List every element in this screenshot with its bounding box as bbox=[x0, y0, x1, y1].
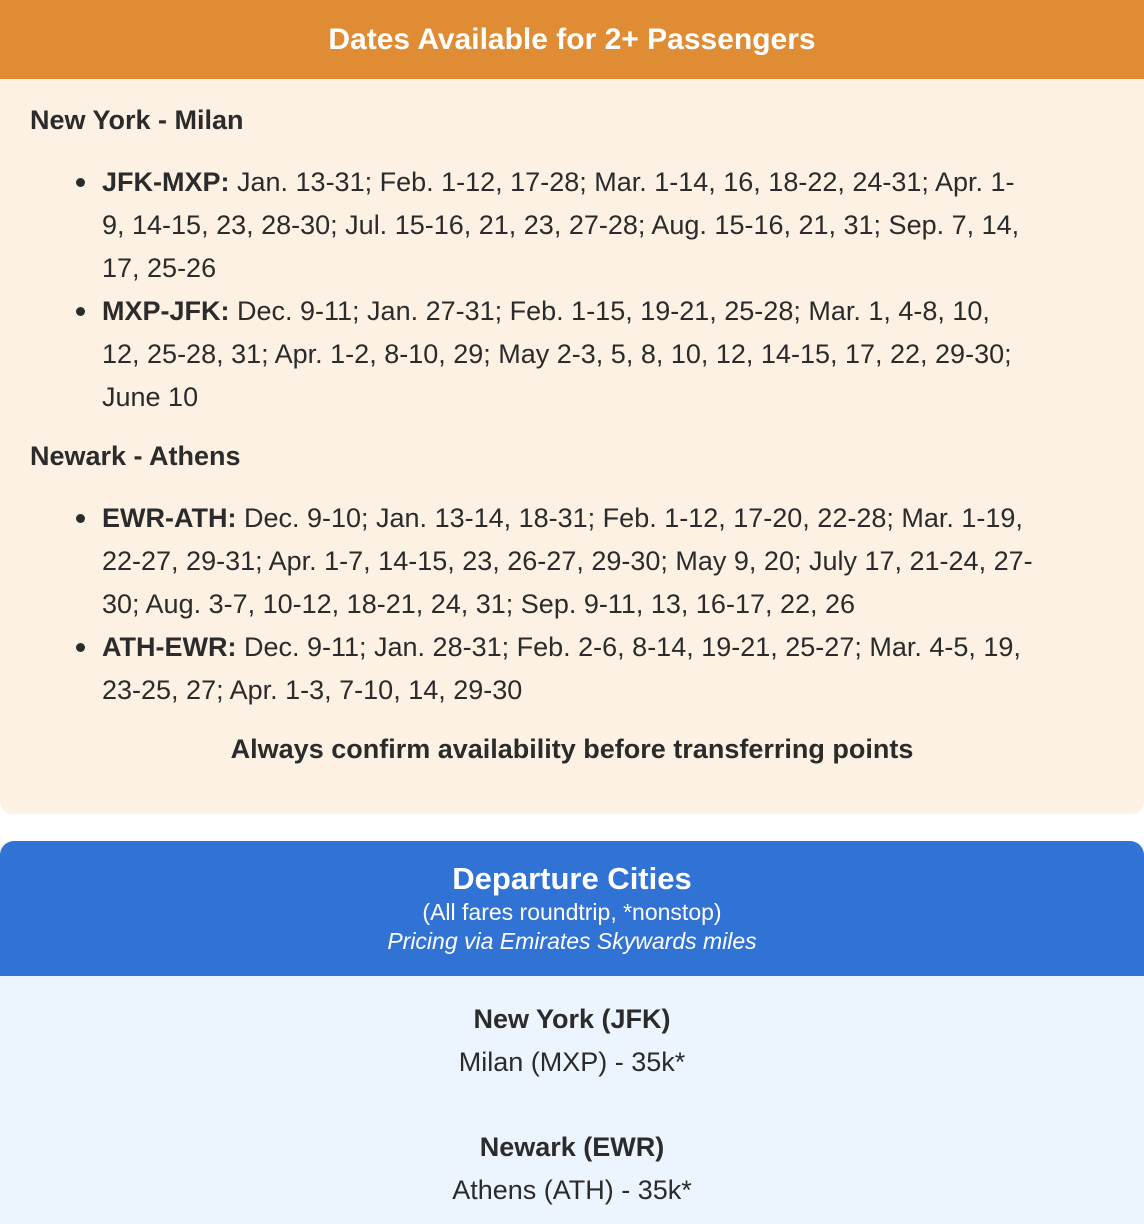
city-name: New York (JFK) bbox=[473, 1004, 671, 1034]
section-title-new-york-milan: New York - Milan bbox=[30, 105, 244, 135]
bullet-icon bbox=[76, 307, 85, 316]
city-block-ewr bbox=[0, 1127, 1144, 1213]
fares-subtitle: (All fares roundtrip, *nonstop) bbox=[422, 899, 722, 925]
city-destination: Athens (ATH) - 35k* bbox=[452, 1175, 692, 1205]
bullet-icon bbox=[76, 178, 85, 187]
section-title-newark-athens: Newark - Athens bbox=[30, 441, 241, 471]
route-dates-line1: Dec. 9-11; Jan. 27-31; Feb. 1-15, 19-21, 25-28; Mar. 1, 4-8, 10, bbox=[237, 296, 990, 326]
route-code: ATH-EWR: bbox=[102, 632, 244, 662]
pricing-note: Pricing via Emirates Skywards miles bbox=[387, 928, 757, 954]
route-code: MXP-JFK: bbox=[102, 296, 237, 326]
route-code: EWR-ATH: bbox=[102, 503, 244, 533]
route-item-mxp-jfk bbox=[102, 290, 1094, 419]
city-destination: Milan (MXP) - 35k* bbox=[458, 1047, 686, 1077]
departure-cities-body bbox=[0, 976, 1144, 1213]
route-dates-line3: 30; Aug. 3-7, 10-12, 18-21, 24, 31; Sep. 9-11, 13, 16-17, 22, 26 bbox=[102, 589, 856, 619]
route-dates-line2: 23-25, 27; Apr. 1-3, 7-10, 14, 29-30 bbox=[102, 675, 523, 705]
route-item-ewr-ath bbox=[102, 497, 1094, 626]
route-dates-line3: June 10 bbox=[102, 382, 199, 412]
departure-cities-header bbox=[0, 841, 1144, 976]
city-name: Newark (EWR) bbox=[479, 1132, 665, 1162]
availability-body bbox=[0, 79, 1144, 766]
route-dates-line1: Dec. 9-11; Jan. 28-31; Feb. 2-6, 8-14, 19-21, 25-27; Mar. 4-5, 19, bbox=[243, 632, 1021, 662]
route-item-ath-ewr bbox=[102, 626, 1094, 712]
route-dates-line2: 12, 25-28, 31; Apr. 1-2, 8-10, 29; May 2-3, 5, 8, 10, 12, 14-15, 17, 22, 29-30; bbox=[102, 339, 1012, 369]
bullet-icon bbox=[76, 514, 85, 523]
route-item-jfk-mxp bbox=[102, 161, 1094, 290]
availability-header: Dates Available for 2+ Passengers bbox=[0, 0, 1144, 79]
route-dates-line2: 22-27, 29-31; Apr. 1-7, 14-15, 23, 26-27, 29-30; May 9, 20; July 17, 21-24, 27- bbox=[102, 546, 1033, 576]
route-dates-line3: 17, 25-26 bbox=[102, 253, 217, 283]
route-code: JFK-MXP: bbox=[102, 167, 237, 197]
departure-cities-card bbox=[0, 841, 1144, 1224]
route-list-newark-athens bbox=[30, 497, 1114, 712]
confirm-availability-note: Always confirm availability before transferring points bbox=[230, 734, 914, 764]
city-block-jfk bbox=[0, 999, 1144, 1085]
route-dates-line2: 9, 14-15, 23, 28-30; Jul. 15-16, 21, 23, 27-28; Aug. 15-16, 21, 31; Sep. 7, 14, bbox=[102, 210, 1020, 240]
route-dates-line1: Jan. 13-31; Feb. 1-12, 17-28; Mar. 1-14, 16, 18-22, 24-31; Apr. 1- bbox=[237, 167, 1015, 197]
route-dates-line1: Dec. 9-10; Jan. 13-14, 18-31; Feb. 1-12, 17-20, 22-28; Mar. 1-19, bbox=[243, 503, 1023, 533]
route-list-new-york-milan bbox=[30, 161, 1114, 419]
bullet-icon bbox=[76, 643, 85, 652]
departure-cities-title: Departure Cities bbox=[452, 861, 692, 896]
